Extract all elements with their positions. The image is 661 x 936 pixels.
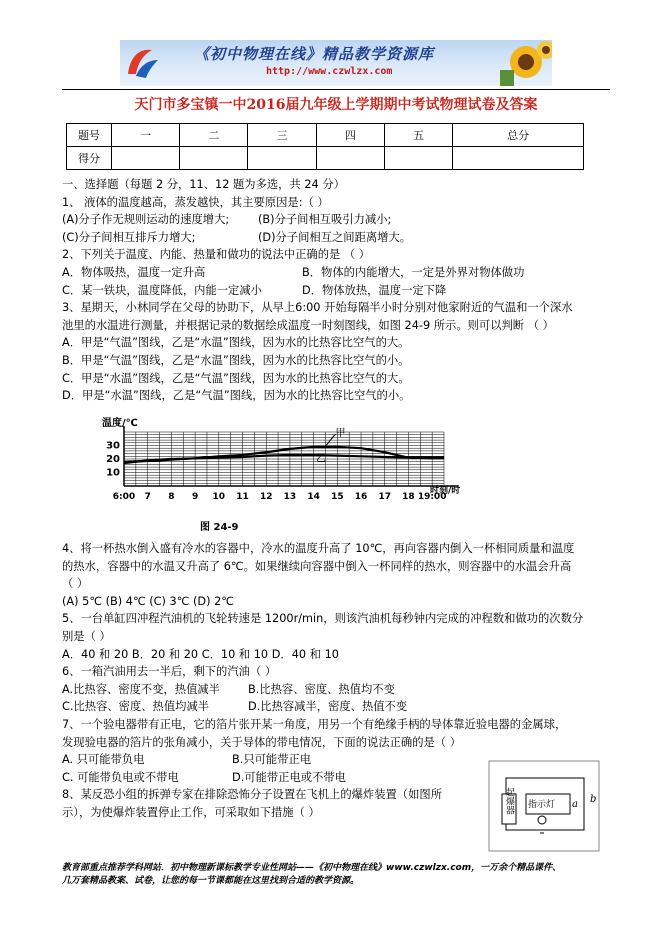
- page-footer: [62, 862, 622, 888]
- option-d: D.比热容减半，密度、热值不变: [248, 700, 408, 714]
- option-a: A．甲是“气温”图线，乙是“水温”图线，因为水的比热容比空气的大。: [62, 336, 410, 350]
- score-header-cell: 五: [384, 124, 452, 147]
- option-a: (A)分子作无规则运动的速度增大;: [62, 213, 230, 227]
- question-8-cont: 示），为使爆炸装置停止工作，可采取如下措施（ ）: [62, 805, 320, 819]
- question-8: 8、某反恐小组的拆弹专家在排除恐怖分子设置在飞机上的爆炸装置（如图所: [62, 788, 442, 802]
- questions-block-1: [62, 176, 622, 405]
- x-tick-label: 12: [259, 492, 273, 502]
- temperature-chart: [96, 414, 468, 534]
- score-header-cell: 四: [316, 124, 384, 147]
- option-b: B．甲是“气温”图线，乙是“水温”图线，因为水的比热容比空气的小。: [62, 353, 410, 367]
- option-a: A. 只可能带负电: [62, 753, 145, 767]
- footer-line: 几万套精品教案、试卷，让您的每一节课都能在这里找到合适的教学资源。: [62, 876, 360, 886]
- question-5: 5、一台单缸四冲程汽油机的飞轮转速是 1200r/min，则该汽油机每秒钟内完成的冲程数和做功的次数分: [62, 612, 584, 626]
- score-table: [66, 123, 584, 170]
- site-url: http://www.czwlzx.com: [266, 66, 393, 77]
- x-tick-label: 10: [212, 492, 226, 502]
- score-table-header-row: [67, 124, 584, 147]
- x-tick-label: 18: [402, 492, 415, 502]
- question-3: 3、星期天，小林同学在父母的协助下，从早上6:00 开始每隔半小时分别对他家附近的气温和一个深水: [62, 301, 573, 315]
- x-tick-label: 8: [168, 492, 175, 502]
- sunflower-icon: [492, 40, 552, 86]
- question-5-options: A．40 和 20 B．20 和 20 C．10 和 10 D．40 和 10: [62, 647, 339, 661]
- x-tick-label: 14: [307, 492, 320, 502]
- x-tick-label: 9: [191, 492, 199, 502]
- score-cell[interactable]: [180, 147, 248, 170]
- score-header-cell: 二: [180, 124, 248, 147]
- footer-line: 教育部重点推荐学科网站．初中物理新课标教学专业性网站——《初中物理在线》www.czwlzx.com，一万余个精品课件、: [62, 863, 562, 873]
- question-1-row-2: [62, 229, 622, 247]
- score-cell[interactable]: [453, 147, 584, 170]
- option-d: D．甲是“水温”图线，乙是“气温”图线，因为水的比热容比空气的小。: [62, 389, 411, 403]
- x-tick-label: 7: [144, 492, 151, 502]
- site-title: 《初中物理在线》精品教学资源库: [194, 45, 435, 63]
- option-b: (B)分子间相互吸引力减小;: [258, 213, 392, 227]
- question-7-cont: 发现验电器的箔片的张角减小，关于导体的带电情况，下面的说法正确的是（ ）: [62, 735, 461, 749]
- document-title: 天门市多宝镇一中2016届九年级上学期期中考试物理试卷及答案: [134, 97, 538, 113]
- question-4: 4、将一杯热水倒入盛有冷水的容器中，冷水的温度升高了 10℃，再向容器内倒入一杯相同质量和温度: [62, 542, 575, 555]
- question-4-options: (A) 5℃ (B) 4℃ (C) 3℃ (D) 2℃: [62, 594, 234, 608]
- x-tick-label: 15: [331, 492, 344, 502]
- y-tick-label: 20: [106, 454, 120, 465]
- option-b: B.比热容、密度、热值均不变: [248, 682, 395, 696]
- header-rule: [62, 89, 610, 90]
- option-d: (D)分子间相互之间距离增大。: [258, 230, 412, 244]
- option-d: D．物体放热，温度一定下降: [302, 283, 447, 297]
- score-table-score-row: [67, 147, 584, 170]
- temperature-chart-svg: [96, 414, 468, 534]
- lamp-icon: [538, 816, 546, 824]
- indicator-lamp-label: 指示灯: [528, 800, 556, 810]
- question-2-row-2: [62, 282, 622, 300]
- question-6-row-1: [62, 681, 622, 699]
- score-row-label: 得分: [67, 147, 112, 170]
- x-tick-label: 11: [236, 492, 249, 502]
- question-1-row-1: [62, 211, 622, 229]
- option-a: A．物体吸热，温度一定升高: [62, 265, 206, 279]
- chart-y-axis-label: 温度/℃: [102, 418, 138, 429]
- option-a: A.比热容、密度不变，热值减半: [62, 682, 220, 696]
- question-4-cont: （ ）: [62, 577, 89, 591]
- site-logo-icon: [122, 44, 160, 82]
- score-header-cell: 三: [248, 124, 316, 147]
- question-2-row-1: [62, 264, 622, 282]
- x-tick-label: 13: [283, 492, 297, 502]
- score-header-cell: 总分: [453, 124, 584, 147]
- question-7: 7、一个验电器带有正电，它的箔片张开某一角度，用另一个有绝缘手柄的导体靠近验电器的金属球，: [62, 717, 567, 731]
- option-d: D.可能带正电或不带电: [232, 770, 346, 784]
- site-banner: [120, 40, 552, 86]
- section-heading: 一、选择题（每题 2 分，11、12 题为多选，共 24 分）: [62, 178, 345, 191]
- question-6-row-2: [62, 698, 622, 716]
- option-c: (C)分子间相互排斥力增大;: [62, 230, 196, 244]
- score-header-cell: 题号: [67, 124, 112, 147]
- chart-caption: 图 24-9: [200, 522, 239, 533]
- option-c: C.比热容、密度、热值均减半: [62, 700, 210, 714]
- y-tick-label: 10: [106, 467, 120, 479]
- score-cell[interactable]: [248, 147, 316, 170]
- detonator-label: 起爆器: [504, 787, 514, 815]
- question-2: 2、下列关于温度、内能、热量和做功的说法中正确的是 （ ）: [62, 248, 371, 262]
- x-tick-label: 19:00: [417, 492, 447, 502]
- series-label: 乙: [316, 453, 326, 465]
- question-4-cont: 的热水，容器中的水温又升高了 6℃。如果继续向容器中倒入一杯同样的热水，则容器中的水温会升高: [62, 559, 572, 573]
- score-header-cell: 一: [112, 124, 180, 147]
- x-tick-label: 6:00: [112, 492, 136, 502]
- option-c: C. 可能带负电或不带电: [62, 770, 179, 784]
- question-3-cont: 池里的水温进行测量，并根据记录的数据绘成温度一时刻图线，如图 24-9 所示。则可以判断 （ ）: [62, 318, 554, 332]
- score-cell[interactable]: [384, 147, 452, 170]
- node-a-label: a: [572, 799, 578, 810]
- x-tick-label: 16: [354, 492, 368, 502]
- node-b-label: b: [590, 794, 597, 805]
- y-tick-label: 30: [106, 440, 120, 452]
- question-6: 6、一箱汽油用去一半后，剩下的汽油（ ）: [62, 665, 277, 679]
- option-b: B．物体的内能增大，一定是外界对物体做功: [302, 265, 525, 279]
- detonator-circuit-diagram: [488, 760, 600, 852]
- option-c: C．甲是“水温”图线，乙是“气温”图线，因为水的比热容比空气的大。: [62, 371, 410, 385]
- score-cell[interactable]: [112, 147, 180, 170]
- x-tick-label: 17: [378, 492, 392, 502]
- circuit-svg: [488, 760, 600, 852]
- series-label: 甲: [335, 428, 346, 439]
- score-cell[interactable]: [316, 147, 384, 170]
- question-1: 1、 液体的温度越高，蒸发越快，其主要原因是:（ ）: [62, 195, 329, 209]
- option-c: C．某一铁块，温度降低，内能一定减小: [62, 283, 262, 297]
- chart-x-axis-label: 时刻/时: [430, 486, 461, 496]
- option-b: B.只可能带正电: [232, 753, 312, 767]
- question-5-cont: 别是（ ）: [62, 629, 111, 643]
